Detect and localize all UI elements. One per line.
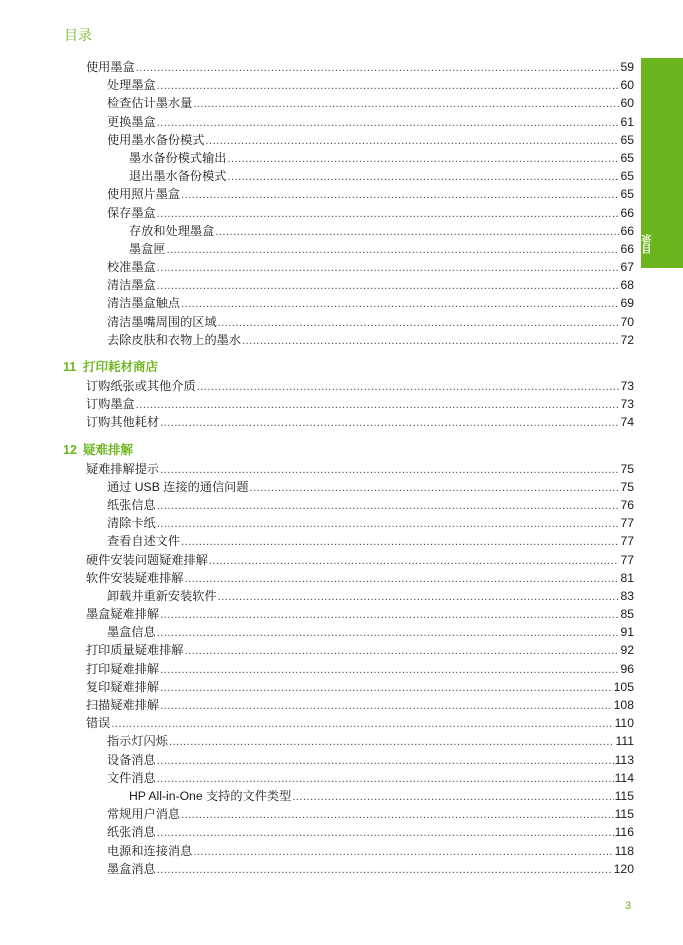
toc-entry-page: 65 <box>620 187 634 202</box>
page-number: 3 <box>625 900 632 912</box>
toc-entry[interactable] <box>86 805 634 823</box>
toc-entry-title: 打印质量疑难排解 <box>86 643 184 658</box>
dot-leader <box>197 378 620 396</box>
dot-leader <box>160 606 619 624</box>
toc-entry[interactable] <box>86 185 634 203</box>
toc-entry-page: 66 <box>620 223 634 238</box>
toc-entry-page: 105 <box>613 679 634 694</box>
dot-leader <box>157 277 620 295</box>
toc-entry-title: 设备消息 <box>107 752 156 767</box>
toc-entry-title: 扫描疑难排解 <box>86 698 160 712</box>
dot-leader <box>157 861 613 879</box>
toc-entry-title: 墨盒疑难排解 <box>86 607 160 622</box>
toc-entry-page: 120 <box>613 861 634 876</box>
toc-entry-page: 110 <box>614 716 634 731</box>
toc-entry[interactable] <box>86 532 634 550</box>
toc-entry-page: 77 <box>620 552 634 567</box>
toc-entry-title: 清洁墨盒触点 <box>107 296 181 311</box>
dot-leader <box>169 733 615 751</box>
toc-entry[interactable] <box>86 641 634 659</box>
toc-entry[interactable] <box>86 478 634 496</box>
toc-entry[interactable] <box>86 732 634 750</box>
toc-entry-page: 66 <box>620 241 634 256</box>
toc-entry-page: 108 <box>613 698 634 712</box>
dot-leader <box>157 205 620 223</box>
toc-entry[interactable] <box>86 395 634 413</box>
side-tab-label: 目录 <box>643 234 654 254</box>
toc-entry-title: 文件消息 <box>107 770 156 785</box>
toc-entry[interactable] <box>86 94 634 112</box>
dot-leader <box>157 77 620 95</box>
toc-entry-page: 91 <box>620 625 634 640</box>
toc-entry[interactable] <box>86 623 634 641</box>
toc-entry-page: 76 <box>620 497 634 512</box>
toc-entry[interactable] <box>86 413 634 431</box>
toc-entry-title: 清洁墨嘴周围的区域 <box>107 314 217 329</box>
toc-entry-title: 电源和连接消息 <box>107 843 193 858</box>
dot-leader <box>167 241 620 259</box>
toc-entry-title: 处理墨盒 <box>107 78 156 93</box>
dot-leader <box>193 843 613 861</box>
toc-entry-title: 纸张信息 <box>107 497 156 512</box>
toc-entry[interactable] <box>86 149 634 167</box>
toc-entry-title: 纸张消息 <box>107 825 156 840</box>
toc-entry[interactable] <box>86 751 634 769</box>
toc-entry-title: 使用墨水备份模式 <box>107 132 205 147</box>
toc-entry-title: 使用照片墨盒 <box>107 187 181 202</box>
toc-entry-title: 保存墨盒 <box>107 205 156 220</box>
toc-entry-page: 81 <box>620 570 634 585</box>
toc-entry[interactable] <box>86 787 634 805</box>
toc-entry-page: 72 <box>620 332 634 347</box>
toc-entry[interactable] <box>86 496 634 514</box>
toc-entry-page: 96 <box>620 661 634 676</box>
toc-entry-title: 退出墨水备份模式 <box>129 169 227 184</box>
toc-entry-page: 73 <box>620 397 634 412</box>
toc-entry[interactable] <box>86 167 634 185</box>
chapter-heading <box>63 440 634 460</box>
toc-entry-page: 85 <box>620 607 634 622</box>
toc-entry[interactable] <box>86 842 634 860</box>
toc-entry-title: 常规用户消息 <box>107 807 181 822</box>
dot-leader <box>157 259 620 277</box>
dot-leader <box>242 332 619 350</box>
toc-entry-page: 67 <box>620 260 634 275</box>
toc-entry-page: 111 <box>615 734 634 749</box>
dot-leader <box>181 806 613 824</box>
toc-entry-page: 73 <box>620 379 634 393</box>
toc-entry-title: 存放和处理墨盒 <box>129 223 215 238</box>
toc-entry[interactable] <box>86 769 634 787</box>
toc-entry[interactable] <box>86 587 634 605</box>
dot-leader <box>181 186 619 204</box>
chapter-number: 12 <box>63 442 77 457</box>
toc-entry[interactable] <box>86 860 634 878</box>
toc-entry-title: 使用墨盒 <box>86 60 135 74</box>
toc-entry-page: 61 <box>620 114 634 129</box>
toc-entry-title: 校准墨盒 <box>107 260 156 275</box>
toc-entry-page: 118 <box>614 843 634 858</box>
toc-entry[interactable] <box>86 696 634 714</box>
toc-entry-page: 113 <box>614 752 634 767</box>
dot-leader <box>215 223 619 241</box>
chapter-title: 打印耗材商店 <box>83 360 159 374</box>
dot-leader <box>250 479 620 497</box>
toc-entry-title: 错误 <box>86 716 111 731</box>
dot-leader <box>209 552 620 570</box>
dot-leader <box>218 588 620 606</box>
toc-entry-page: 116 <box>614 825 634 840</box>
toc-entry-page: 83 <box>620 588 634 603</box>
toc-entry-page: 115 <box>614 807 634 822</box>
dot-leader <box>136 396 620 414</box>
toc-entry-title: 清除卡纸 <box>107 516 156 531</box>
toc-entry-title: 更换墨盒 <box>107 114 156 129</box>
toc-entry[interactable] <box>86 113 634 131</box>
toc-entry[interactable] <box>86 551 634 569</box>
chapter-heading <box>63 357 634 377</box>
dot-leader <box>193 95 619 113</box>
toc-entry-page: 114 <box>614 770 634 785</box>
toc-entry[interactable] <box>86 276 634 294</box>
dot-leader <box>157 515 620 533</box>
toc-entry-page: 65 <box>620 132 634 147</box>
toc-entry-title: 软件安装疑难排解 <box>86 570 184 585</box>
toc-entry[interactable] <box>86 58 634 76</box>
toc-entry-title: 去除皮肤和衣物上的墨水 <box>107 332 242 347</box>
toc-entry-page: 75 <box>620 461 634 476</box>
toc-entry-page: 77 <box>620 516 634 531</box>
toc-entry[interactable] <box>86 823 634 841</box>
toc-entry-title: 订购纸张或其他介质 <box>86 379 196 393</box>
toc-entry-page: 74 <box>620 415 634 430</box>
toc-entry-page: 65 <box>620 150 634 165</box>
toc-entry[interactable] <box>86 240 634 258</box>
toc-entry[interactable] <box>86 678 634 696</box>
toc-entry-title: 检查估计墨水量 <box>107 96 193 111</box>
toc-entry-page: 59 <box>620 60 634 74</box>
chapter-number: 11 <box>63 360 77 374</box>
dot-leader <box>160 679 613 697</box>
toc-entry[interactable] <box>86 222 634 240</box>
toc-entry-page: 68 <box>620 278 634 293</box>
toc-entry-title: 疑难排解提示 <box>86 461 160 476</box>
toc-entry-title: 清洁墨盒 <box>107 278 156 293</box>
toc-entry[interactable] <box>86 258 634 276</box>
toc-entry-title: 订购其他耗材 <box>86 415 160 430</box>
page-header-title: 目录 <box>64 27 92 43</box>
toc-entry[interactable] <box>86 514 634 532</box>
toc-entry-title: 墨盒消息 <box>107 861 156 876</box>
dot-leader <box>157 752 614 770</box>
toc-entry-title: 墨水备份模式输出 <box>129 150 227 165</box>
toc-entry-title: 指示灯闪烁 <box>107 734 168 749</box>
toc-entry-title: 通过 USB 连接的通信问题 <box>107 479 249 494</box>
dot-leader <box>181 533 619 551</box>
dot-leader <box>157 770 614 788</box>
toc-entry[interactable] <box>86 131 634 149</box>
dot-leader <box>160 697 613 715</box>
toc-entry[interactable] <box>86 294 634 312</box>
dot-leader <box>292 788 613 806</box>
dot-leader <box>228 168 620 186</box>
toc-entry[interactable] <box>86 204 634 222</box>
toc-entry-page: 75 <box>620 479 634 494</box>
toc-entry-title: 打印疑难排解 <box>86 661 160 676</box>
dot-leader <box>185 642 620 660</box>
toc-entry-title: 订购墨盒 <box>86 397 135 412</box>
dot-leader <box>157 497 620 515</box>
toc-entry-page: 60 <box>620 78 634 93</box>
toc-entry-title: 查看自述文件 <box>107 534 181 549</box>
toc-entry-title: 卸载并重新安装软件 <box>107 588 217 603</box>
dot-leader <box>160 461 619 479</box>
dot-leader <box>111 715 613 733</box>
toc-entry-title: 墨盒匣 <box>129 241 166 256</box>
toc-entry[interactable] <box>86 377 634 395</box>
toc-entry[interactable] <box>86 331 634 349</box>
toc-entry-page: 92 <box>620 643 634 658</box>
toc-entry[interactable] <box>86 76 634 94</box>
toc-entry[interactable] <box>86 313 634 331</box>
dot-leader <box>218 314 620 332</box>
dot-leader <box>160 414 619 432</box>
dot-leader <box>185 570 620 588</box>
toc-entry[interactable] <box>86 605 634 623</box>
toc-entry[interactable] <box>86 660 634 678</box>
dot-leader <box>157 624 620 642</box>
toc-entry-page: 66 <box>620 205 634 220</box>
toc-entry-page: 70 <box>620 314 634 329</box>
toc-entry-page: 69 <box>620 296 634 311</box>
dot-leader <box>136 59 620 77</box>
dot-leader <box>157 824 614 842</box>
toc-entry[interactable] <box>86 714 634 732</box>
dot-leader <box>181 295 619 313</box>
toc-entry-page: 115 <box>614 788 634 803</box>
toc-entry[interactable] <box>86 460 634 478</box>
toc-entry[interactable] <box>86 569 634 587</box>
dot-leader <box>206 132 620 150</box>
toc-entry-page: 60 <box>620 96 634 111</box>
toc-entry-title: 复印疑难排解 <box>86 679 160 694</box>
toc-entry-page: 65 <box>620 169 634 184</box>
dot-leader <box>157 114 620 132</box>
dot-leader <box>160 661 619 679</box>
toc-entry-title: HP All-in-One 支持的文件类型 <box>129 788 292 803</box>
toc-entry-title: 硬件安装问题疑难排解 <box>86 552 208 567</box>
dot-leader <box>228 150 620 168</box>
toc-entry-page: 77 <box>620 534 634 549</box>
chapter-title: 疑难排解 <box>83 442 134 457</box>
toc-entry-title: 墨盒信息 <box>107 625 156 640</box>
table-of-contents <box>63 58 634 878</box>
